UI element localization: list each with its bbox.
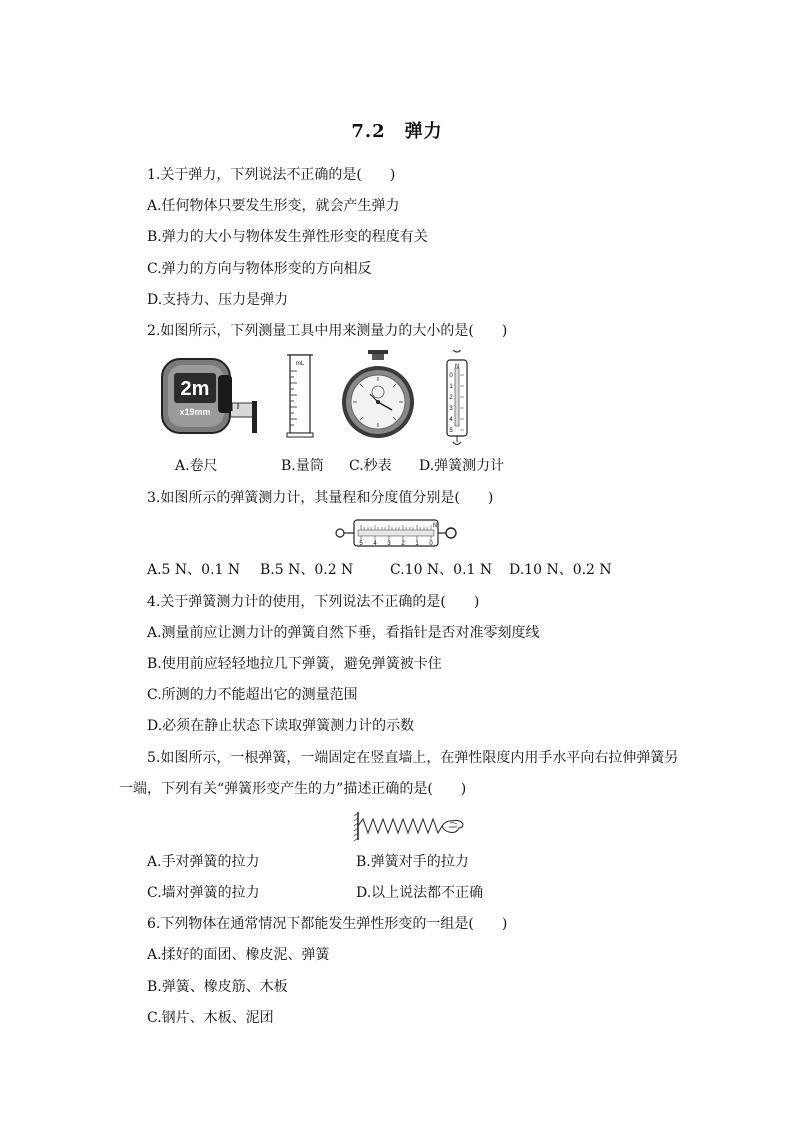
q2-option-d: D.弹簧测力计 [419,458,505,474]
q5-stem-line2: 一端，下列有关“弹簧形变产生的力”描述正确的是( ) [119,781,467,797]
q1-option-d: D.支持力、压力是弹力 [147,292,289,308]
stopwatch-figure [340,350,416,442]
q4-stem: 4.关于弹簧测力计的使用，下列说法不正确的是( ) [147,594,480,610]
wall-spring-hand-figure [354,810,466,842]
scale-num-3: 3 [449,406,453,412]
q5-option-d: D.以上说法都不正确 [356,885,484,901]
q1-option-b: B.弹力的大小与物体发生弹性形变的程度有关 [147,229,428,245]
q4-option-d: D.必须在静止状态下读取弹簧测力计的示数 [147,718,415,734]
q5-option-c: C.墙对弹簧的拉力 [147,885,260,901]
meter-num-5: 5 [359,541,363,547]
q5-stem-line1: 5.如图所示，一根弹簧，一端固定在竖直墙上，在弹性限度内用手水平向右拉伸弹簧另 [147,750,679,766]
meter-num-4: 4 [373,541,377,547]
spring-scale-figure [443,350,471,446]
q1-stem: 1.关于弹力，下列说法不正确的是( ) [147,167,396,183]
q5-option-b: B.弹簧对手的拉力 [356,854,469,870]
q3-option-a: A.5 N、0.1 N [147,562,241,578]
q6-option-c: C.钢片、木板、泥团 [147,1010,274,1026]
q6-stem: 6.下列物体在通常情况下都能发生弹性形变的一组是( ) [147,916,508,932]
q3-option-b: B.5 N、0.2 N [260,562,354,578]
scale-num-0: 0 [449,373,453,379]
q2-option-c: C.秒表 [349,458,392,474]
q6-option-a: A.揉好的面团、橡皮泥、弹簧 [147,947,330,963]
q4-option-a: A.测量前应让测力计的弹簧自然下垂，看指针是否对准零刻度线 [147,625,540,641]
scale-num-4: 4 [449,417,453,423]
q3-option-d: D.10 N、0.2 N [509,562,612,578]
q1-option-c: C.弹力的方向与物体形变的方向相反 [147,261,372,277]
meter-num-1: 1 [415,541,419,547]
tape-size-text: x19mm [179,407,211,417]
q5-option-a: A.手对弹簧的拉力 [147,854,260,870]
meter-unit-label: N [432,523,438,529]
cylinder-unit-label: mL [295,361,305,367]
q2-option-a: A.卷尺 [175,458,218,474]
q6-option-b: B.弹簧、橡皮筋、木板 [147,979,288,995]
q3-option-c: C.10 N、0.1 N [390,562,493,578]
measuring-cylinder-figure [283,353,317,439]
q2-stem: 2.如图所示，下列测量工具中用来测量力的大小的是( ) [147,323,508,339]
q4-option-b: B.使用前应轻轻地拉几下弹簧，避免弹簧被卡住 [147,656,442,672]
scale-num-5: 5 [449,428,453,434]
q1-option-a: A.任何物体只要发生形变，就会产生弹力 [147,198,400,214]
horizontal-spring-meter-figure [334,515,460,551]
scale-num-2: 2 [449,395,453,401]
scale-unit-label: N [454,364,460,370]
meter-num-2: 2 [401,541,405,547]
meter-num-3: 3 [387,541,391,547]
q4-option-c: C.所测的力不能超出它的测量范围 [147,687,358,703]
q3-stem: 3.如图所示的弹簧测力计，其量程和分度值分别是( ) [147,490,494,506]
scale-num-1: 1 [449,384,453,390]
tape-label-text: 2m [180,378,210,400]
q2-option-b: B.量筒 [281,458,324,474]
tape-measure-figure [160,355,260,440]
meter-num-0: 0 [429,541,433,547]
page-title: 7.2 弹力 [351,121,443,142]
